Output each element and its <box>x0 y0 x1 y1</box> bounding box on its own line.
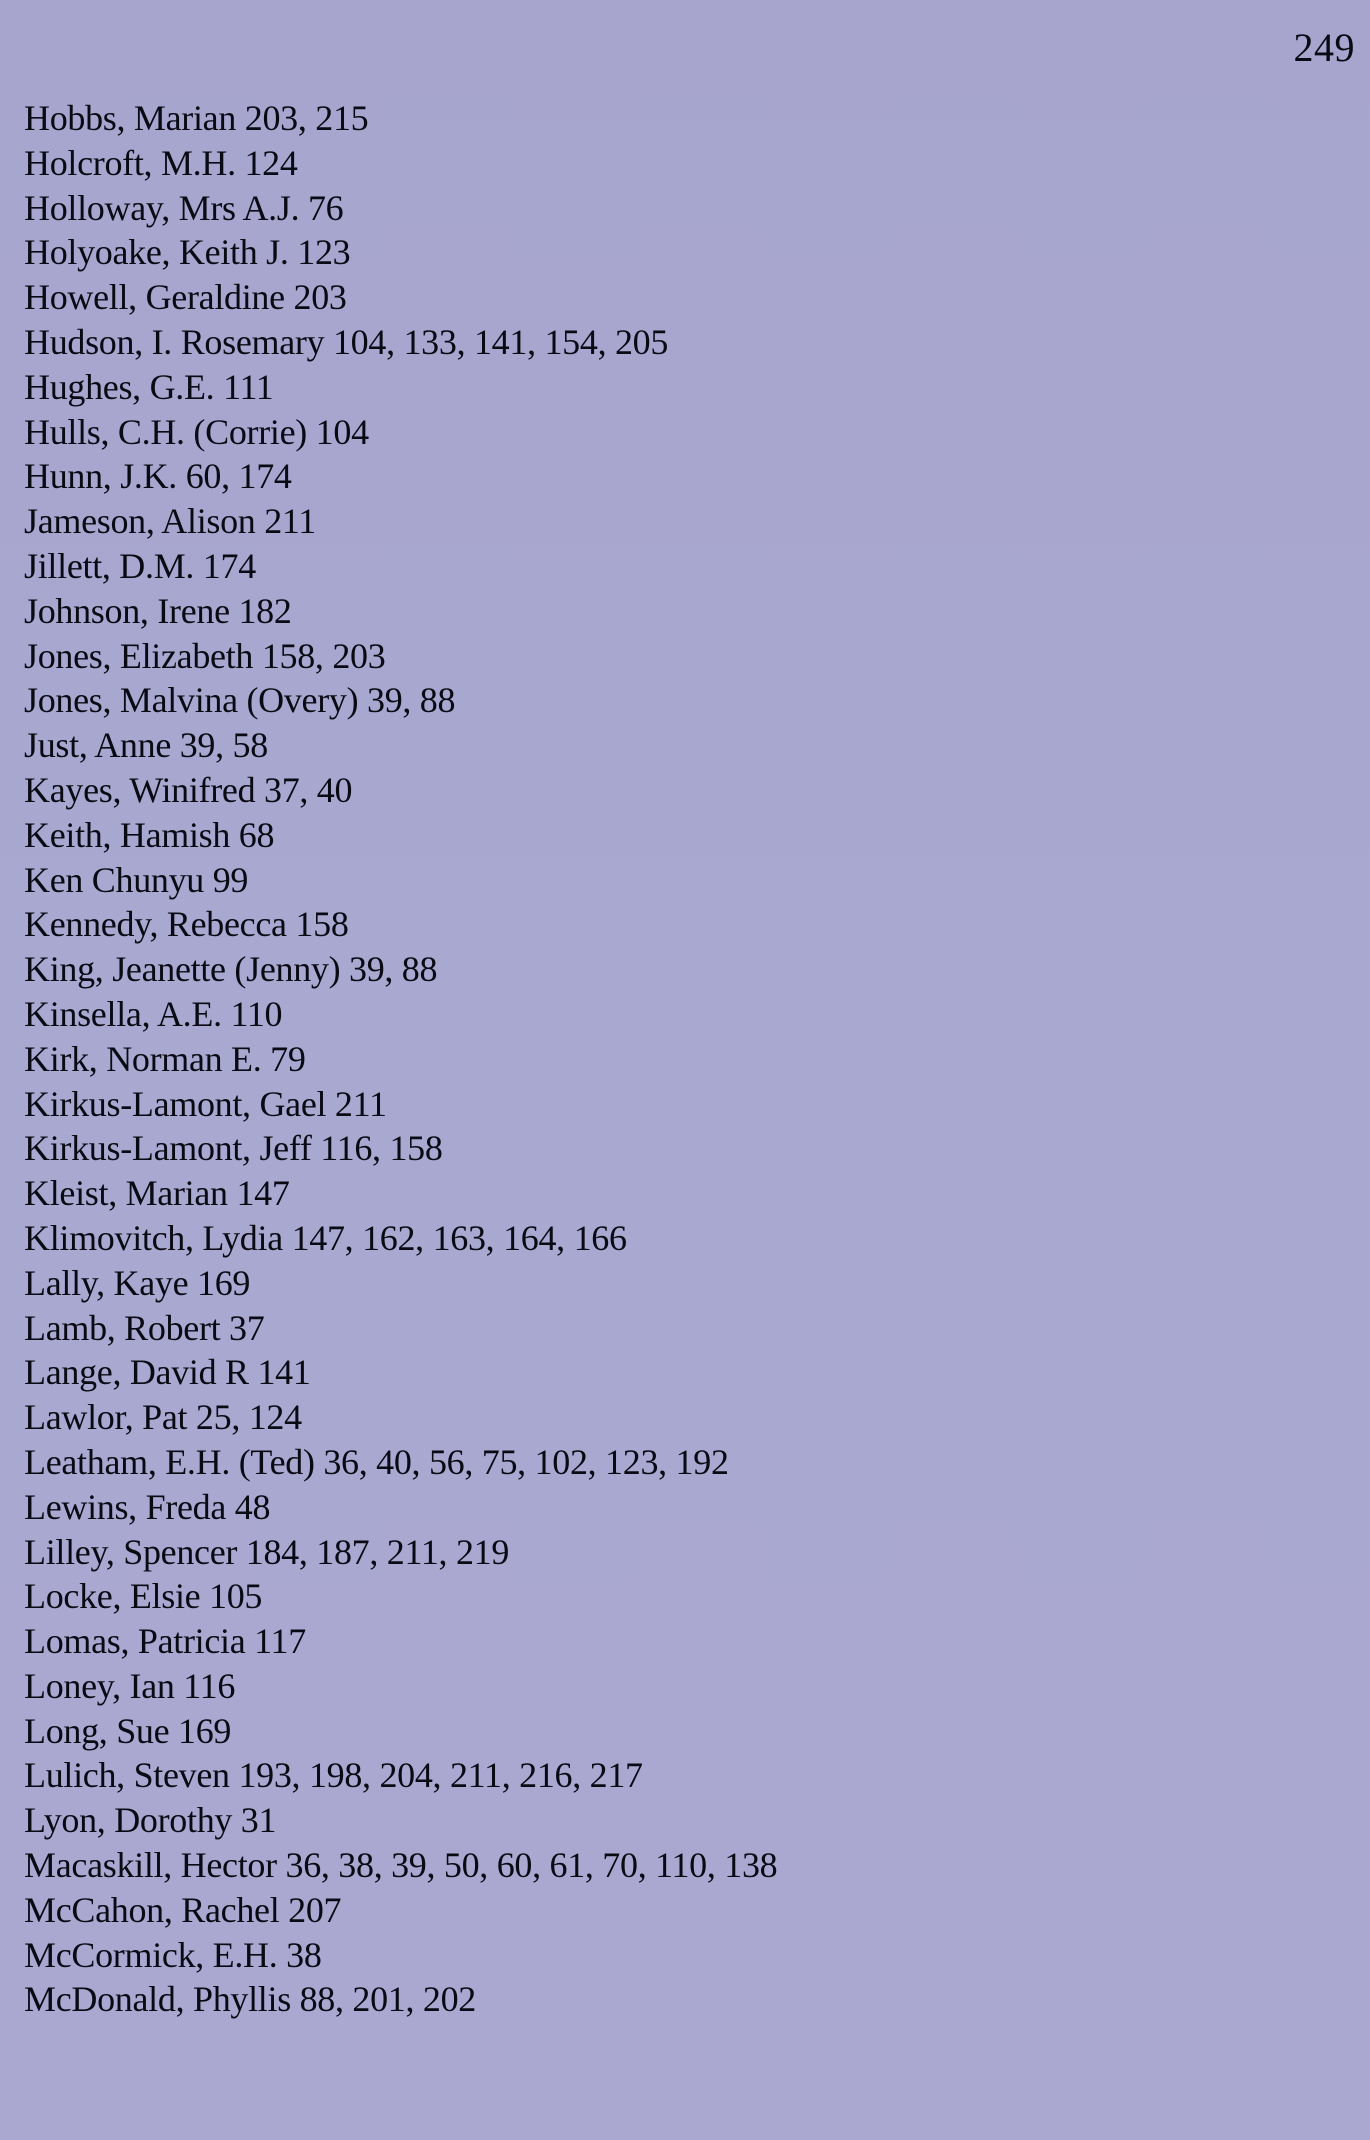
index-entry: Lewins, Freda 48 <box>24 1486 271 1527</box>
index-entry: Kayes, Winifred 37, 40 <box>24 769 353 810</box>
index-entry: Lyon, Dorothy 31 <box>24 1800 277 1841</box>
index-entry: Just, Anne 39, 58 <box>24 725 268 766</box>
index-entry: Lange, David R 141 <box>24 1352 311 1393</box>
index-entry: Hunn, J.K. 60, 174 <box>24 456 292 497</box>
index-entry: Lulich, Steven 193, 198, 204, 211, 216, 217 <box>24 1755 643 1796</box>
index-entry: Kirk, Norman E. 79 <box>24 1038 306 1079</box>
index-entry: Klimovitch, Lydia 147, 162, 163, 164, 166 <box>24 1217 627 1258</box>
index-entry: King, Jeanette (Jenny) 39, 88 <box>24 949 438 990</box>
index-entry: Holcroft, M.H. 124 <box>24 142 298 183</box>
index-entry: Lilley, Spencer 184, 187, 211, 219 <box>24 1531 510 1572</box>
index-entry: Hudson, I. Rosemary 104, 133, 141, 154, 205 <box>24 321 669 362</box>
index-entry: Hulls, C.H. (Corrie) 104 <box>24 411 369 452</box>
index-entry: Kleist, Marian 147 <box>24 1173 290 1214</box>
index-entry: Jones, Elizabeth 158, 203 <box>24 635 386 676</box>
index-entry: Lally, Kaye 169 <box>24 1262 251 1303</box>
page-number: 249 <box>1293 25 1355 70</box>
index-entry: Jameson, Alison 211 <box>24 501 316 542</box>
index-entry: Kinsella, A.E. 110 <box>24 993 283 1034</box>
index-entry: Jones, Malvina (Overy) 39, 88 <box>24 680 456 721</box>
index-entry: Jillett, D.M. 174 <box>24 545 256 586</box>
index-entry: Holloway, Mrs A.J. 76 <box>24 187 344 228</box>
index-entry: Keith, Hamish 68 <box>24 814 275 855</box>
index-entry: McCormick, E.H. 38 <box>24 1934 322 1975</box>
index-entry: Hobbs, Marian 203, 215 <box>24 98 369 138</box>
index-entry: Macaskill, Hector 36, 38, 39, 50, 60, 61, 70, 110, 138 <box>24 1845 778 1886</box>
index-entry: Lamb, Robert 37 <box>24 1307 265 1348</box>
index-entry: Holyoake, Keith J. 123 <box>24 232 351 273</box>
index-entry: Kirkus-Lamont, Gael 211 <box>24 1083 387 1124</box>
index-entry: Lomas, Patricia 117 <box>24 1621 306 1662</box>
index-entry: Leatham, E.H. (Ted) 36, 40, 56, 75, 102, 123, 192 <box>24 1441 729 1482</box>
index-entry: Kirkus-Lamont, Jeff 116, 158 <box>24 1128 443 1169</box>
index-entry: Ken Chunyu 99 <box>24 859 249 900</box>
index-entry: Long, Sue 169 <box>24 1710 232 1751</box>
index-list <box>24 96 777 2022</box>
index-entry: Hughes, G.E. 111 <box>24 366 274 407</box>
index-entry: Loney, Ian 116 <box>24 1665 236 1706</box>
index-entry: McCahon, Rachel 207 <box>24 1889 342 1930</box>
index-entry: McDonald, Phyllis 88, 201, 202 <box>24 1979 477 2020</box>
index-entry: Howell, Geraldine 203 <box>24 277 347 318</box>
index-entry: Locke, Elsie 105 <box>24 1576 263 1617</box>
index-entry: Kennedy, Rebecca 158 <box>24 904 349 945</box>
index-entry: Johnson, Irene 182 <box>24 590 292 631</box>
index-entry: Lawlor, Pat 25, 124 <box>24 1397 302 1438</box>
